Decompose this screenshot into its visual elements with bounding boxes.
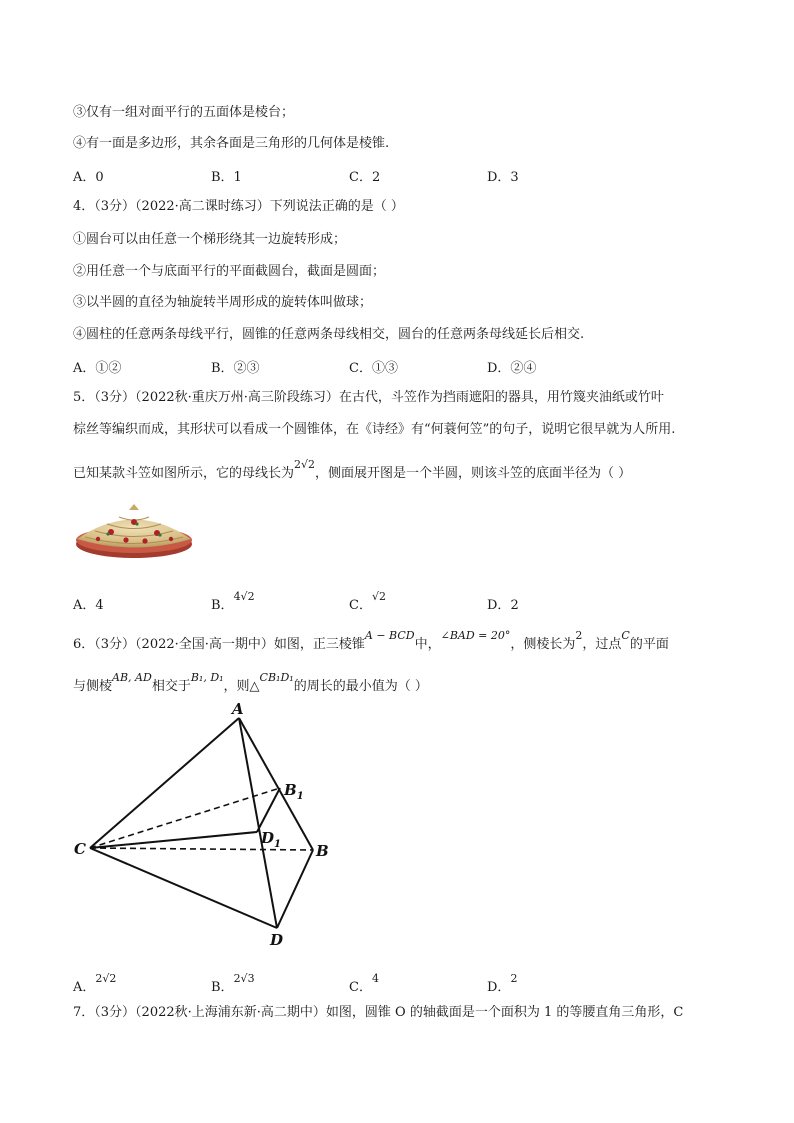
q6-l1-text-d: ，过点 xyxy=(582,637,622,652)
q3-option-a[interactable]: A．0 xyxy=(73,170,104,185)
q4-statement-3: ③以半圆的直径为轴旋转半周形成的旋转体叫做球； xyxy=(73,295,373,310)
q6-option-b-label: B． xyxy=(211,980,234,995)
q5-line-3-text-b: ，侧面展开图是一个半圆，则该斗笠的底面半径为（ ） xyxy=(315,466,632,481)
q5-option-a-value: 4 xyxy=(95,598,104,613)
q6-l2-text-b: 相交于 xyxy=(151,679,191,694)
q5-options xyxy=(73,590,713,614)
label-b1-main: B xyxy=(284,781,297,799)
q6-option-c-label: C． xyxy=(349,980,372,995)
q7-line-1: 7．（3分）（2022秋·上海浦东新·高二期中）如图，圆锥 O 的轴截面是一个面积为 1 的等腰直角三角形，C xyxy=(73,1005,684,1020)
q5-option-c-label: C． xyxy=(349,598,372,613)
q3-option-c[interactable]: C．2 xyxy=(349,170,381,185)
q3-option-d[interactable]: D．3 xyxy=(487,170,519,185)
q4-options xyxy=(73,357,713,377)
q6-line-1 xyxy=(73,629,669,654)
pyramid-figure xyxy=(70,700,350,952)
q6-points-math: B₁, D₁ xyxy=(190,671,224,684)
q5-option-b-value: 4√2 xyxy=(233,590,255,603)
q6-option-a-label: A． xyxy=(73,980,96,995)
q6-options xyxy=(73,972,713,996)
q6-l2-text-a: 与侧棱 xyxy=(73,679,113,694)
q3-options xyxy=(73,166,713,186)
q4-option-d[interactable]: D．②④ xyxy=(487,361,537,376)
q6-option-c-value: 4 xyxy=(371,972,379,985)
q5-option-d-label: D． xyxy=(487,598,511,613)
label-d1-sub: 1 xyxy=(274,839,281,850)
label-d: D xyxy=(270,931,284,949)
q5-option-d-value: 2 xyxy=(510,598,519,613)
q6-l1-text-e: 的平面 xyxy=(629,637,669,652)
q5-option-a[interactable] xyxy=(73,594,104,613)
q4-option-a[interactable]: A．①② xyxy=(73,361,122,376)
q3-statement-4: ④有一面是多边形，其余各面是三角形的几何体是棱锥. xyxy=(73,136,390,151)
label-b1-sub: 1 xyxy=(296,791,304,802)
q5-option-b[interactable] xyxy=(211,590,255,613)
q6-l2-text-c: ，则△ xyxy=(223,679,260,694)
segment-d1b1 xyxy=(257,788,280,832)
q6-option-a-value: 2√2 xyxy=(95,972,117,985)
q4-statement-1: ①圆台可以由任意一个梯形绕其一边旋转形成； xyxy=(73,232,347,247)
q4-option-c[interactable]: C．①③ xyxy=(349,361,398,376)
edge-ac xyxy=(90,718,239,848)
edge-cd xyxy=(90,848,277,928)
label-b: B xyxy=(316,842,329,860)
q6-pyramid-math: A − BCD xyxy=(364,629,415,642)
q5-option-c-value: √2 xyxy=(371,590,386,603)
q6-angle-math: ∠BAD = 20° xyxy=(440,629,511,642)
q6-option-d-value: 2 xyxy=(510,972,518,985)
edge-bd xyxy=(277,850,313,928)
label-b1 xyxy=(283,781,304,802)
label-d1 xyxy=(260,829,281,850)
q6-option-c[interactable] xyxy=(349,972,379,995)
q5-slant-length-math: 2√2 xyxy=(294,458,316,471)
edge-ad xyxy=(239,718,277,928)
q6-l2-text-d: 的周长的最小值为（ ） xyxy=(293,679,428,694)
q6-triangle-math: CB₁D₁ xyxy=(259,671,294,684)
q5-option-c[interactable] xyxy=(349,590,386,613)
q4-option-b[interactable]: B．②③ xyxy=(211,361,260,376)
q6-l1-text-c: ，侧棱长为 xyxy=(510,637,576,652)
q6-option-d-label: D． xyxy=(487,980,511,995)
q3-option-b[interactable]: B．1 xyxy=(211,170,242,185)
q6-option-a[interactable] xyxy=(73,972,117,995)
q4-statement-2: ②用任意一个与底面平行的平面截圆台，截面是圆面； xyxy=(73,264,386,279)
q5-line-2: 棕丝等编织而成，其形状可以看成一个圆锥体，在《诗经》有“何蓑何笠”的句子，说明它很早就为人所用. xyxy=(73,422,676,437)
bamboo-hat-image xyxy=(73,502,195,564)
segment-cd1 xyxy=(90,832,257,848)
q6-line-2 xyxy=(73,671,428,696)
label-d1-main: D xyxy=(261,829,275,847)
q4-statement-4: ④圆柱的任意两条母线平行，圆锥的任意两条母线相交，圆台的任意两条母线延长后相交. xyxy=(73,327,585,342)
q5-option-b-label: B． xyxy=(211,598,234,613)
q6-point-c-math: C xyxy=(621,629,630,642)
label-a: A xyxy=(232,700,244,718)
q6-option-b[interactable] xyxy=(211,972,255,995)
q4-stem: 4．（3分）（2022·高二课时练习）下列说法正确的是（ ） xyxy=(73,199,404,214)
q6-l1-text-b: 中， xyxy=(414,637,441,652)
q5-option-a-label: A． xyxy=(73,598,96,613)
q3-statement-3: ③仅有一组对面平行的五面体是棱台； xyxy=(73,105,295,120)
q6-option-d[interactable] xyxy=(487,972,518,995)
q5-line-3 xyxy=(73,458,632,483)
q6-l1-text-a: 6．（3分）（2022·全国·高一期中）如图，正三棱锥 xyxy=(73,637,365,652)
q5-line-3-text-a: 已知某款斗笠如图所示，它的母线长为 xyxy=(73,466,295,481)
q6-option-b-value: 2√3 xyxy=(233,972,255,985)
label-c: C xyxy=(74,840,86,858)
q5-line-1: 5．（3分）（2022秋·重庆万州·高三阶段练习）在古代，斗笠作为挡雨遮阳的器具，用竹篾夹油纸或竹叶 xyxy=(73,390,664,405)
q5-option-d[interactable] xyxy=(487,594,519,613)
q6-edge-length-math: 2 xyxy=(575,629,583,642)
q6-edges-math: AB, AD xyxy=(112,671,152,684)
